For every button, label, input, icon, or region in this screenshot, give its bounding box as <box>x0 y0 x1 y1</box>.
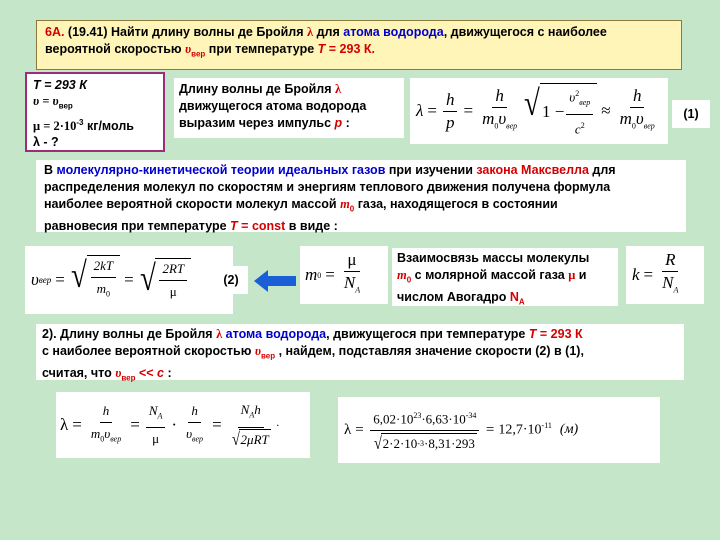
step-2-text: 2). Длину волны де Бройля λ атома водорода, движущегося при температуре T = 293 К с наиболее вероятной скоростью $\upsilon_{вер}$ , найдем, подставляя значение скорости (2) в (1), считая, что $\upsilon_{вер} << c$ : <box>36 324 684 380</box>
given-find: λ - ? <box>33 134 59 149</box>
arrow-left-icon <box>254 270 296 292</box>
theory-text: В молекулярно-кинетической теории идеальных газов при изучении закона Максвелла для распределения молекул по скоростям и энергиям теплового движения получена формула наиболее вероятной скорости молекул массой $m_0$ газа, находящегося в состоянии равновесия при температуре T = const в виде : <box>36 160 686 232</box>
formula-most-probable-velocity: υ вер = √ $\frac{2kT}{m_0}$ = √ $\frac{2RT}{\mu}$ <box>25 246 233 314</box>
given-temperature: T = 293 К <box>33 78 87 92</box>
problem-statement: 6А. (19.41) Найти длину волны де Бройля λ для атома водорода, движущегося с наиболее вероятной скоростью $\upsilon_{вер}$ при температуре T = 293 К. <box>36 20 682 70</box>
intro-text: Длину волны де Бройля λ движущегося атома водорода выразим через импульс p : <box>174 78 404 138</box>
given-molar-mass: $\mu = 2\cdot 10^{-3}$ кг/моль <box>33 117 134 133</box>
mass-relation-text: Взаимосвязь массы молекулы $m_0$ с молярной массой газа μ и числом Авогадро $N_A$ <box>392 248 618 306</box>
problem-number: 6А. <box>45 25 65 39</box>
formula-boltzmann: k = $\frac{R}{N_A}$ <box>626 246 704 304</box>
formula-molecule-mass: m 0 = $\frac{\mu}{N_A}$ <box>300 246 388 304</box>
formula-1-label: (1) <box>672 100 710 128</box>
formula-de-broglie-substituted: λ = $\frac{h}{m_0\upsilon_{вер}}$ = $\frac{N_A}{\mu}$ · $\frac{h}{\upsilon_{вер}}$ = $N_Ah$ √ 2μRT · <box>56 392 310 458</box>
formula-2-label: (2) <box>214 266 248 294</box>
given-box <box>25 72 165 152</box>
formula-de-broglie: λ = $\frac{h}{p}$ = $\frac{h}{m_0\upsilon_{вер}}$ √ 1 − $\frac{\upsilon^2_{вер}}{c^2}$ ≈ $\frac{h}{m_0\upsilon_{вер}}$ <box>410 78 668 144</box>
given-velocity: $\upsilon = \upsilon_{вер}$ <box>33 94 73 111</box>
problem-subject: атома водорода <box>343 25 444 39</box>
formula-result: λ = $6,02\cdot 10^{23}\cdot 6,63\cdot 10^{-34}$ √ 2·2·10 -3 ·8,31·293 = $12,7\cdot 10^{-11}$ (м) <box>338 397 660 463</box>
